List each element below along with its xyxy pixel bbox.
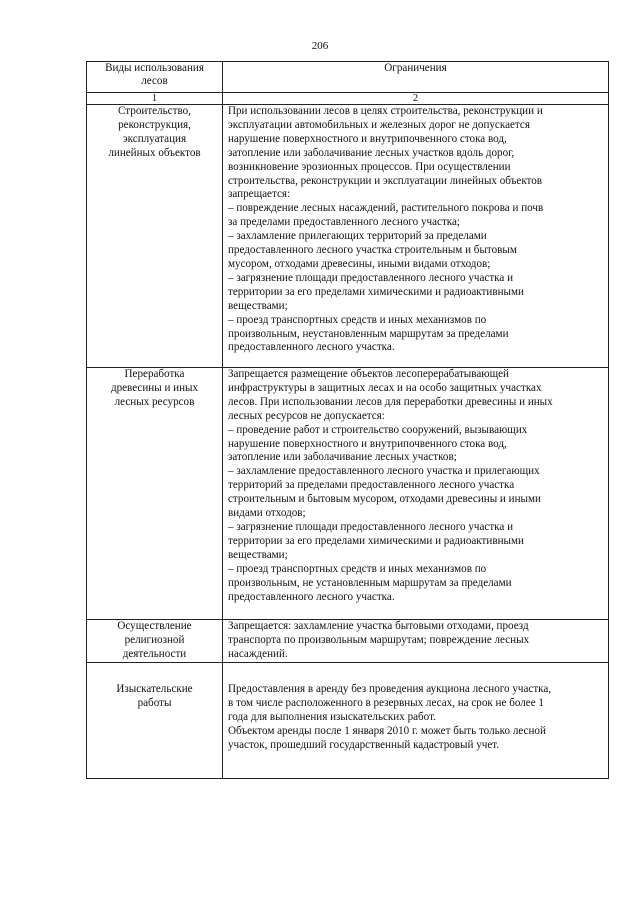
use-type-line: Строительство,	[118, 105, 191, 117]
restriction-line: эксплуатации автомобильных и железных дорог не допускается	[228, 118, 530, 131]
use-type-cell	[87, 105, 223, 368]
restriction-line: Предоставления в аренду без проведения аукциона лесного участка,	[228, 683, 552, 695]
table-row	[87, 663, 609, 779]
use-type-line: лесных ресурсов	[114, 395, 195, 408]
restriction-line: веществами;	[228, 299, 288, 312]
restriction-line: предоставленного лесного участка.	[228, 590, 395, 603]
use-type-line: Переработка	[124, 368, 185, 380]
restriction-line: видами отходов;	[228, 507, 306, 520]
header-col1-line: Виды использования	[105, 62, 204, 74]
restriction-line: года для выполнения изыскательских работ.	[228, 710, 436, 723]
restriction-line: участок, прошедший государственный кадастровый учет.	[228, 738, 500, 751]
restriction-line: территории за его пределами химическими и радиоактивными	[228, 285, 524, 298]
restriction-line: Запрещается: захламление участка бытовыми отходами, проезд	[228, 620, 529, 632]
restriction-line: нарушение поверхностного и внутрипочвенного стока вод,	[228, 437, 507, 450]
restriction-line: произвольным, неустановленным маршрутам за пределами	[228, 327, 509, 340]
use-type-line: работы	[137, 696, 172, 709]
restriction-line: – проезд транспортных средств и иных механизмов по	[228, 562, 487, 575]
restriction-line: нарушение поверхностного и внутрипочвенного стока вод,	[228, 132, 507, 145]
header-forest-use-types	[87, 62, 223, 93]
restriction-line: предоставленного лесного участка.	[228, 341, 395, 354]
use-type-line: религиозной	[124, 633, 185, 646]
restriction-line: лесов. При использовании лесов для переработки древесины и иных	[228, 395, 553, 408]
use-type-line: Осуществление	[117, 620, 192, 632]
use-type-cell	[87, 368, 223, 620]
restrictions-cell	[223, 105, 609, 368]
restriction-line: затопление или заболачивание лесных участков;	[228, 451, 457, 464]
restriction-line: лесных ресурсов не допускается:	[228, 409, 385, 422]
restrictions-cell	[223, 663, 609, 779]
page-number: 206	[311, 40, 329, 52]
restriction-line: – проведение работ и строительство сооружений, вызывающих	[228, 423, 528, 436]
restriction-line: территории за его пределами химическими и радиоактивными	[228, 534, 524, 547]
column-number-1: 1	[87, 93, 223, 105]
restriction-line: за пределами предоставленного лесного участка;	[228, 216, 461, 229]
restriction-line: При использовании лесов в целях строительства, реконструкции и	[228, 105, 543, 117]
restriction-line: строительства, реконструкции и эксплуатации линейных объектов	[228, 174, 543, 187]
restriction-line: – загрязнение площади предоставленного лесного участка и	[228, 271, 514, 284]
use-type-cell	[87, 620, 223, 663]
restriction-line: запрещается:	[228, 188, 291, 201]
table-header-row	[87, 62, 609, 93]
restrictions-cell	[223, 368, 609, 620]
forest-use-restrictions-table	[86, 61, 609, 779]
restriction-line: веществами;	[228, 548, 288, 561]
restriction-line: в том числе расположенного в резервных лесах, на срок не более 1	[228, 696, 544, 709]
use-type-cell	[87, 663, 223, 779]
use-type-line: Изыскательские	[116, 683, 193, 695]
use-type-line: линейных объектов	[108, 146, 201, 159]
header-restrictions: Ограничения	[223, 62, 609, 93]
restriction-line: транспорта по произвольным маршрутам; повреждение лесных	[228, 633, 530, 646]
restriction-line: насаждений.	[228, 647, 288, 660]
restriction-line: Запрещается размещение объектов лесоперерабатывающей	[228, 368, 509, 380]
restriction-line: – захламление прилегающих территорий за пределами	[228, 230, 487, 243]
table-row	[87, 368, 609, 620]
restriction-line: территорий за пределами предоставленного лесного участка	[228, 479, 515, 492]
column-number-row	[87, 93, 609, 105]
use-type-line: деятельности	[122, 647, 187, 660]
restriction-line: возникновение эрозионных процессов. При осуществлении	[228, 160, 511, 173]
restriction-line: – загрязнение площади предоставленного лесного участка и	[228, 520, 514, 533]
header-col1-line: лесов	[141, 74, 168, 87]
table-row	[87, 620, 609, 663]
restriction-line: – захламление предоставленного лесного участка и прилегающих	[228, 465, 540, 478]
restriction-line: Объектом аренды после 1 января 2010 г. может быть только лесной	[228, 724, 546, 737]
restrictions-cell	[223, 620, 609, 663]
restriction-line: строительным и бытовым мусором, отходами древесины и иными	[228, 493, 541, 506]
restriction-line: предоставленного лесного участка строительным и бытовым	[228, 244, 517, 257]
restriction-line: инфраструктуры в защитных лесах и на особо защитных участках	[228, 381, 542, 394]
restriction-line: мусором, отходами древесины, иными видами отходов;	[228, 257, 491, 270]
column-number-2: 2	[223, 93, 609, 105]
restriction-line: произвольным, не установленным маршрутам за пределами	[228, 576, 512, 589]
use-type-line: эксплуатация	[122, 132, 187, 145]
restriction-line: – проезд транспортных средств и иных механизмов по	[228, 313, 487, 326]
use-type-line: древесины и иных	[110, 381, 199, 394]
table-row	[87, 105, 609, 368]
restriction-line: затопление или заболачивание лесных участков вдоль дорог,	[228, 146, 515, 159]
restriction-line: – повреждение лесных насаждений, растительного покрова и почв	[228, 202, 544, 215]
use-type-line: реконструкция,	[118, 118, 191, 131]
